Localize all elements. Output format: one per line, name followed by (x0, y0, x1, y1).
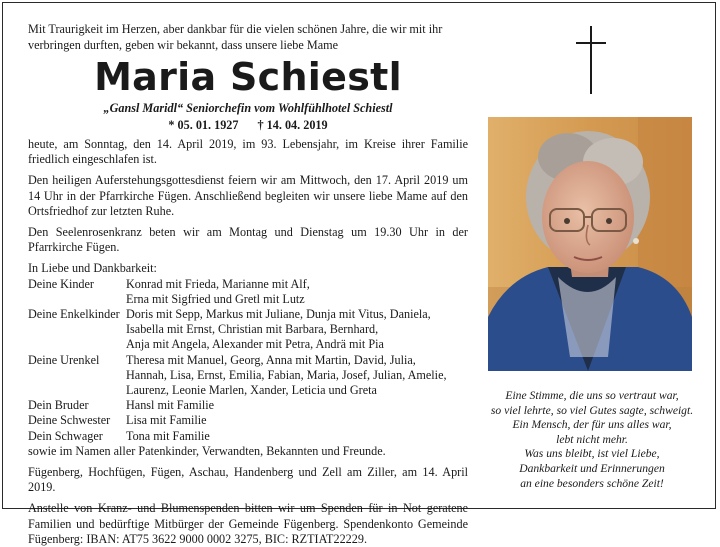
relatives-row (28, 307, 468, 353)
donation-note: Anstelle von Kranz- und Blumenspenden bitten wir um Spenden für in Not geratene Familien und bedürftige Mitbürger der Gemeinde Fügenberg. Spendenkonto Gemeinde Fügenberg: IBAN: AT75 3622 9000 0002 3275, BIC: RZTIAT22229. (28, 501, 468, 546)
place-date: Fügenberg, Hochfügen, Fügen, Aschau, Handenberg und Zell am Ziller, am 14. April 2019. (28, 465, 468, 495)
death-date: † 14. 04. 2019 (257, 118, 328, 132)
poem-line: lebt nicht mehr. (556, 432, 628, 446)
relatives-line: Hansl mit Familie (126, 398, 215, 413)
relatives-line: Doris mit Sepp, Markus mit Juliane, Dunja mit Vitus, Daniela, (126, 307, 431, 322)
relatives-line: Theresa mit Manuel, Georg, Anna mit Martin, David, Julia, (126, 352, 416, 367)
relatives-line: Hannah, Lisa, Ernst, Emilia, Fabian, Maria, Josef, Julian, Amelie, (126, 367, 447, 382)
paragraph-rosary: Den Seelenrosenkranz beten wir am Montag und Dienstag um 19.30 Uhr in der Pfarrkirche Fügen. (28, 225, 468, 255)
deceased-subtitle: „Gansl Maridl“ Seniorchefin vom Wohlfühlhotel Schiestl (103, 101, 393, 115)
relatives-line: Konrad mit Frieda, Marianne mit Alf, (126, 276, 310, 291)
poem-line: Eine Stimme, die uns so vertraut war, (505, 389, 679, 402)
relatives-label: Deine Enkelkinder (28, 307, 120, 322)
relatives-row (28, 398, 468, 413)
memorial-poem (478, 389, 706, 491)
paragraph-passing: heute, am Sonntag, den 14. April 2019, im 93. Lebensjahr, im Kreise ihrer Familie friedlich eingeschlafen ist. (28, 137, 468, 167)
relatives-row (28, 277, 468, 307)
poem-line: Ein Mensch, der für uns alles war, (512, 418, 672, 432)
deceased-name: Maria Schiestl (94, 55, 402, 99)
others-line: sowie im Namen aller Patenkinder, Verwandten, Bekannten und Freunde. (28, 443, 386, 458)
cross-icon (576, 26, 606, 94)
poem-line: so viel lehrte, so viel Gutes sagte, schweigt. (490, 403, 694, 417)
poem-line: Was uns bleibt, ist viel Liebe, (524, 447, 660, 461)
relatives-label: Dein Schwager (28, 428, 103, 443)
obituary-body (28, 137, 468, 547)
relatives-line: Laurenz, Leonie Marlen, Xander, Leticia und Greta (126, 383, 377, 398)
relatives-label: Deine Kinder (28, 276, 94, 291)
intro-text: Mit Traurigkeit im Herzen, aber dankbar für die vielen schönen Jahre, die wir mit ihr verbringen durften, geben wir bekannt, dass unsere liebe Mame (28, 22, 443, 52)
life-dates (28, 118, 468, 133)
relatives-line: Tona mit Familie (126, 428, 210, 443)
relatives-label: Deine Urenkel (28, 352, 100, 367)
relatives-line: Isabella mit Ernst, Christian mit Barbara, Bernhard, (126, 322, 379, 337)
relatives-label: Dein Bruder (28, 398, 89, 413)
poem-line: Dankbarkeit und Erinnerungen (519, 461, 665, 475)
birth-date: * 05. 01. 1927 (168, 118, 239, 132)
portrait-photo (488, 117, 692, 371)
mourning-intro: In Liebe und Dankbarkeit: (28, 261, 157, 276)
relatives-line: Lisa mit Familie (126, 413, 207, 428)
poem-line: an eine besonders schöne Zeit! (520, 476, 664, 490)
portrait-illustration (488, 117, 692, 371)
relatives-line: Anja mit Angela, Alexander mit Petra, Andrä mit Pia (126, 337, 384, 352)
relatives-label: Deine Schwester (28, 413, 111, 428)
relatives-line: Erna mit Sigfried und Gretl mit Lutz (126, 291, 305, 306)
relatives-row (28, 353, 468, 399)
paragraph-funeral: Den heiligen Auferstehungsgottesdienst feiern wir am Mittwoch, den 17. April 2019 um 14 Uhr in der Pfarrkirche Fügen. Anschließend begleiten wir unsere liebe Mame auf den Ortsfriedhof zur letzten Ruhe. (28, 173, 468, 218)
relatives-row (28, 413, 468, 428)
relatives-row (28, 429, 468, 444)
